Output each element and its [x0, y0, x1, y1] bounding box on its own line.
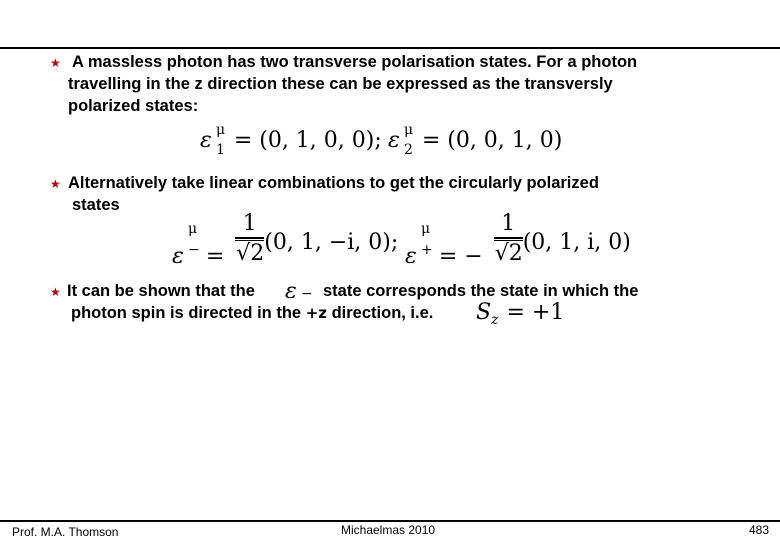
eq2-rhs: = (0, 0, 1, 0) [421, 128, 563, 153]
fraction-bar [235, 237, 264, 239]
sz-subscript: z [491, 312, 499, 328]
footer-page-number: 483 [749, 523, 770, 537]
direction-plus-z: +z [305, 304, 327, 322]
eq3-equals: = [205, 244, 225, 270]
bullet-3-line-1-post: state corresponds the state in which the [323, 282, 639, 300]
bullet-2-line-1: Alternatively take linear combinations to get the circularly polarized [68, 174, 599, 192]
epsilon-symbol: ε [285, 279, 297, 304]
epsilon-symbol: ε [388, 128, 400, 153]
fraction-bar [494, 237, 523, 239]
fraction-numerator: 1 [501, 211, 516, 236]
bullet-star-icon: ★ [50, 285, 61, 299]
sz-variable: S [476, 300, 492, 325]
epsilon-symbol: ε [200, 128, 212, 153]
bottom-rule [0, 520, 780, 522]
footer-term: Michaelmas 2010 [341, 523, 436, 537]
bullet-1-line-3: polarized states: [68, 97, 199, 115]
fraction-numerator: 1 [242, 211, 257, 236]
equation-eps-minus [172, 212, 398, 268]
mu-superscript: μ [404, 122, 414, 138]
equation-eps2 [388, 122, 563, 158]
mu-superscript: μ [216, 122, 226, 138]
eps1-subscript: 1 [216, 142, 225, 158]
footer-author: Prof. M.A. Thomson [12, 525, 119, 539]
fraction-one-over-root-two [235, 212, 264, 267]
bullet-3-line-2 [71, 302, 433, 324]
mu-superscript: μ [188, 221, 198, 237]
eq4-equals-minus: = − [438, 244, 483, 270]
bullet-3-line-1-pre: It can be shown that the [67, 282, 255, 300]
bullet-star-icon: ★ [50, 56, 61, 70]
inline-eps-minus [285, 279, 313, 304]
equation-eps-plus [405, 212, 631, 268]
epsilon-symbol: ε [172, 244, 184, 270]
bullet-3-line-2-pre: photon spin is directed in the [71, 304, 302, 322]
sz-rhs: = +1 [506, 300, 565, 325]
eps-minus-subscript: − [188, 242, 200, 258]
eq4-vector: (0, 1, i, 0) [522, 230, 631, 256]
equation-eps1 [200, 122, 382, 158]
fraction-one-over-root-two [494, 212, 523, 267]
bullet-2-line-2: states [72, 196, 120, 214]
eps2-subscript: 2 [404, 142, 413, 158]
bullet-1-line-1: A massless photon has two transverse polarisation states. For a photon [72, 53, 638, 71]
mu-superscript: μ [421, 221, 431, 237]
eq1-rhs: = (0, 1, 0, 0); [233, 128, 382, 153]
eps-plus-subscript: + [421, 242, 433, 258]
fraction-denominator: √2 [494, 240, 523, 266]
eps-minus-subscript: − [301, 286, 313, 302]
bullet-1-line-2: travelling in the z direction these can be expressed as the transversly [68, 75, 613, 93]
eq3-vector: (0, 1, −i, 0); [264, 230, 399, 256]
epsilon-symbol: ε [405, 244, 417, 270]
equation-sz [476, 300, 565, 328]
bullet-star-icon: ★ [50, 177, 61, 191]
fraction-denominator: √2 [236, 240, 265, 266]
bullet-3-line-2-post: direction, i.e. [331, 304, 434, 322]
top-rule [0, 47, 780, 49]
